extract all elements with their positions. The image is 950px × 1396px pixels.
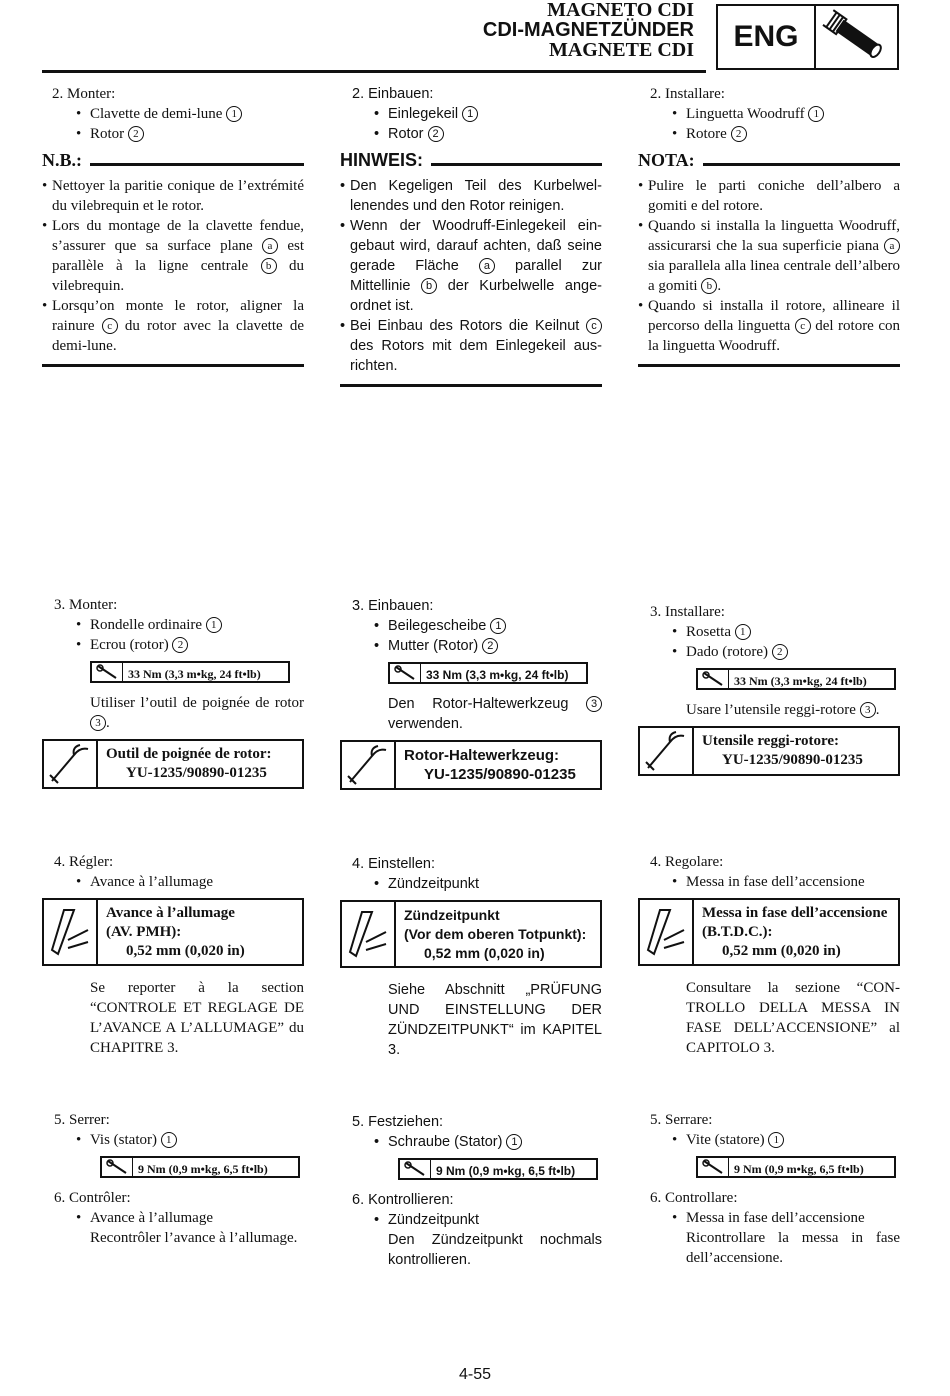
callout-3: 3	[586, 696, 602, 712]
fr-step2-block	[42, 84, 304, 367]
torque-value: 33 Nm (3,3 m•kg, 24 ft•lb)	[128, 667, 261, 681]
callout-c: c	[586, 318, 602, 334]
fr-note-3a: Lorsqu’on monte le rotor, aligner la rainure	[52, 298, 304, 334]
header-title-block	[483, 0, 694, 60]
fr-step2-item2-text: Rotor	[90, 126, 125, 142]
de-step3-item2	[340, 636, 602, 656]
note-end-rule	[638, 364, 900, 367]
tool-holder-icon	[44, 741, 98, 787]
de-note-3b: des Rotors mit dem Einlegekeil ausrichten.	[350, 338, 602, 374]
fr-step6-item1: • Avance à l’allumage	[42, 1208, 304, 1228]
de-step4-item1: • Zündzeitpunkt	[340, 874, 602, 894]
it-step2-item1	[638, 104, 900, 124]
it-step5-block	[638, 1110, 900, 1268]
it-step5: 5. Serrare:	[650, 1112, 713, 1128]
torque-spec-box	[90, 661, 290, 683]
de-step6: 6. Kontrollieren:	[352, 1192, 454, 1208]
torque-spec-box	[100, 1156, 300, 1178]
note-end-rule	[42, 364, 304, 367]
it-note-2b: sia parallela alla linea centrale dell’albero a gomiti	[648, 258, 900, 294]
lang-badge: ENG	[718, 6, 816, 68]
fr-note-3b: du rotor avec la clavette de demi-lune.	[52, 318, 305, 354]
it-step3-item2	[638, 642, 900, 662]
tool-holder-icon	[640, 728, 694, 774]
it-step5-item1-text: Vite (statore)	[686, 1132, 765, 1148]
callout-b: b	[421, 278, 437, 294]
tool-name: Rotor-Haltewerkzeug:	[404, 747, 560, 764]
fr-note-2c: du vilebrequin.	[52, 258, 304, 294]
de-step2-item2	[340, 124, 602, 144]
callout-2: 2	[172, 637, 188, 653]
de-step6-item1: • Zündzeitpunkt	[340, 1210, 602, 1230]
tool-part-number: YU-1235/90890-01235	[722, 752, 863, 768]
tool-part-number: YU-1235/90890-01235	[126, 765, 267, 781]
fr-note-2a: Lors du montage de la clavette fendue, s’assurer que sa surface plane	[52, 218, 304, 254]
tool-name: Utensile reggi-rotore:	[702, 733, 840, 749]
de-step2-block	[340, 84, 602, 387]
callout-1: 1	[808, 106, 824, 122]
tool-part-number: YU-1235/90890-01235	[424, 766, 576, 783]
de-step4-text: Siehe Abschnitt „PRÜFUNG UND EINSTELLUNG DER ZÜNDZEITPUNKT“ im KAPITEL 3.	[388, 982, 602, 1058]
it-step3-item1-text: Rosetta	[686, 624, 731, 640]
note-rule	[703, 163, 900, 166]
fr-step3: 3. Monter:	[54, 597, 118, 613]
callout-2: 2	[731, 126, 747, 142]
fr-step4-block	[42, 852, 304, 1058]
de-step5-item1	[340, 1132, 602, 1152]
spec-subtitle: (Vor dem oberen Totpunkt):	[404, 926, 587, 942]
fr-note-2b: est parallèle à la ligne centrale	[52, 238, 305, 274]
de-step3-block	[340, 596, 602, 790]
title-fr: MAGNETO CDI	[547, 0, 694, 21]
de-step3-text-b: verwenden.	[388, 716, 463, 732]
torque-value: 9 Nm (0,9 m•kg, 6,5 ft•lb)	[734, 1162, 864, 1176]
de-step5-block	[340, 1112, 602, 1270]
torque-spec-box	[398, 1158, 598, 1180]
torque-wrench-icon	[390, 664, 421, 682]
page-number: 4-55	[458, 1366, 492, 1383]
measure-caliper-icon	[640, 900, 694, 964]
it-note-head-text: NOTA:	[638, 150, 695, 170]
it-note-3a: Quando si installa il rotore, allineare il percorso della linguetta	[648, 298, 900, 334]
fr-step2: 2. Monter:	[52, 86, 116, 102]
callout-1: 1	[768, 1132, 784, 1148]
fr-step3-item1	[42, 615, 304, 635]
de-note-1: • Den Kegeligen Teil des Kurbelwellenendes und den Rotor reinigen.	[340, 176, 602, 216]
de-note-heading	[340, 150, 602, 170]
torque-value: 33 Nm (3,3 m•kg, 24 ft•lb)	[426, 668, 569, 682]
torque-value: 9 Nm (0,9 m•kg, 6,5 ft•lb)	[436, 1164, 576, 1178]
callout-b: b	[701, 278, 717, 294]
de-step5-item1-text: Schraube (Stator)	[388, 1134, 503, 1150]
fr-step4: 4. Régler:	[54, 854, 114, 870]
callout-3: 3	[860, 702, 876, 718]
it-step3-text: Usare l’utensile reggi-rotore 3 .	[686, 702, 880, 718]
fr-step3-text-a: Utiliser l’outil de poignée de rotor	[90, 695, 304, 711]
spec-title: Zündzeitpunkt	[404, 907, 500, 923]
de-step2: 2. Einbauen:	[352, 86, 434, 102]
callout-1: 1	[735, 624, 751, 640]
it-note-3	[638, 296, 900, 356]
it-step2-item2-text: Rotore	[686, 126, 727, 142]
de-note-head-text: HINWEIS:	[340, 150, 423, 170]
it-step2-item2	[638, 124, 900, 144]
measure-caliper-icon	[44, 900, 98, 964]
callout-2: 2	[428, 126, 444, 142]
spec-value: 0,52 mm (0,020 in)	[424, 945, 545, 961]
it-step5-item1	[638, 1130, 900, 1150]
de-note-2c: der Kurbelwelle angeordnet ist.	[350, 278, 603, 314]
de-step4: 4. Einstellen:	[352, 856, 436, 872]
spec-subtitle: (AV. PMH):	[106, 924, 182, 940]
tool-holder-icon	[342, 742, 396, 788]
it-note-3b: del rotore con la linguetta Woodruff.	[648, 318, 900, 354]
it-step3: 3. Installare:	[650, 604, 725, 620]
fr-step4-text: Se reporter à la section “CONTROLE ET REGLAGE DE L’AVANCE A L’ALLUMAGE” du CHAPITRE 3.	[90, 980, 304, 1056]
measure-caliper-icon	[342, 902, 396, 966]
de-note-2	[340, 216, 602, 316]
fr-step3-block	[42, 595, 304, 789]
fr-note-3	[42, 296, 304, 356]
fr-step2-item1	[42, 104, 304, 124]
de-step3-item1	[340, 616, 602, 636]
callout-c: c	[102, 318, 118, 334]
special-tool-box	[42, 739, 304, 789]
de-step3-item1-text: Beilegescheibe	[388, 618, 487, 634]
fr-step3-item2-text: Ecrou (rotor)	[90, 637, 169, 653]
de-step2-item2-text: Rotor	[388, 126, 424, 142]
callout-c: c	[795, 318, 811, 334]
it-note-heading	[638, 150, 900, 170]
de-step4-block	[340, 854, 602, 1060]
fr-step6-text: Recontrôler l’avance à l’allumage.	[90, 1230, 298, 1246]
callout-b: b	[261, 258, 277, 274]
fr-step3-item1-text: Rondelle ordinaire	[90, 617, 203, 633]
fr-step5-item1-text: Vis (stator)	[90, 1132, 158, 1148]
de-note-2b: parallel zur Mittellinie	[350, 258, 602, 294]
spec-box	[340, 900, 602, 968]
it-note-2a: Quando si installa la linguetta Woodruff, assicurarsi che la sua superficie piana	[648, 218, 900, 254]
fr-step2-item2	[42, 124, 304, 144]
fr-note-head-text: N.B.:	[42, 150, 82, 170]
fr-step3-text: Utiliser l’outil de poignée de rotor 3 .	[90, 695, 304, 731]
torque-spec-box	[696, 1156, 896, 1178]
torque-spec-box	[696, 668, 896, 690]
spec-value: 0,52 mm (0,020 in)	[126, 943, 245, 959]
callout-a: a	[479, 258, 495, 274]
de-step2-item1	[340, 104, 602, 124]
it-step3-block	[638, 602, 900, 776]
callout-1: 1	[462, 106, 478, 122]
it-note-2c: .	[717, 278, 722, 294]
note-end-rule	[340, 384, 602, 387]
callout-2: 2	[772, 644, 788, 660]
fr-step6: 6. Contrôler:	[54, 1190, 131, 1206]
fr-step3-item2	[42, 635, 304, 655]
torque-spec-box	[388, 662, 588, 684]
torque-wrench-icon	[102, 1158, 133, 1176]
fr-step5-item1	[42, 1130, 304, 1150]
it-step4: 4. Regolare:	[650, 854, 724, 870]
fr-step2-item1-text: Clavette de demi-lune	[90, 106, 223, 122]
torque-wrench-icon	[400, 1160, 431, 1178]
it-step6: 6. Controllare:	[650, 1190, 738, 1206]
section-badge	[716, 4, 899, 70]
spec-value: 0,52 mm (0,020 in)	[722, 943, 841, 959]
callout-1: 1	[506, 1134, 522, 1150]
special-tool-box	[638, 726, 900, 776]
it-note-1: • Pulire le parti coniche dell’albero a gomiti e del rotore.	[638, 176, 900, 216]
it-step2: 2. Installare:	[650, 86, 725, 102]
de-step5: 5. Festziehen:	[352, 1114, 444, 1130]
callout-a: a	[884, 238, 900, 254]
note-rule	[431, 163, 602, 166]
fr-note-heading	[42, 150, 304, 170]
torque-wrench-icon	[92, 663, 123, 681]
tool-name: Outil de poignée de rotor:	[106, 746, 272, 762]
callout-1: 1	[206, 617, 222, 633]
fr-step4-item1: • Avance à l’allumage	[42, 872, 304, 892]
de-step3-text	[340, 694, 602, 734]
callout-1: 1	[490, 618, 506, 634]
spec-box	[638, 898, 900, 966]
callout-1: 1	[226, 106, 242, 122]
special-tool-box	[340, 740, 602, 790]
it-step6-text: Ricontrollare la messa in fase dell’accensione.	[686, 1230, 900, 1266]
it-step3-item1	[638, 622, 900, 642]
de-step2-item1-text: Einlegekeil	[388, 106, 459, 122]
de-step3: 3. Einbauen:	[352, 598, 434, 614]
header-rule	[42, 70, 706, 73]
fr-step5: 5. Serrer:	[54, 1112, 110, 1128]
fr-step5-block	[42, 1110, 304, 1248]
it-step6-item1: • Messa in fase dell’accensione	[638, 1208, 900, 1228]
callout-2: 2	[128, 126, 144, 142]
it-step4-block	[638, 852, 900, 1058]
engine-bolt-icon	[816, 6, 897, 68]
callout-2: 2	[482, 638, 498, 654]
note-rule	[90, 163, 304, 166]
it-step3-item2-text: Dado (rotore)	[686, 644, 769, 660]
torque-wrench-icon	[698, 1158, 729, 1176]
callout-a: a	[262, 238, 278, 254]
torque-value: 9 Nm (0,9 m•kg, 6,5 ft•lb)	[138, 1162, 268, 1176]
de-note-3	[340, 316, 602, 376]
torque-value: 33 Nm (3,3 m•kg, 24 ft•lb)	[734, 674, 867, 688]
it-step4-text: Consultare la sezione “CONTROLLO DELLA MESSA IN FASE DELL’ACCENSIONE” al CAPITOLO 3.	[686, 980, 900, 1056]
callout-1: 1	[161, 1132, 177, 1148]
it-step2-block	[638, 84, 900, 367]
fr-note-1: • Nettoyer la paritie conique de l’extrémité du vilebrequin et le rotor.	[42, 176, 304, 216]
spec-box	[42, 898, 304, 966]
title-de: CDI-MAGNETZÜNDER	[482, 19, 694, 41]
title-it: MAGNETE CDI	[548, 39, 694, 61]
it-step2-item1-text: Linguetta Woodruff	[686, 106, 805, 122]
de-step3-text-a: Den Rotor-Haltewerkzeug	[388, 696, 569, 712]
fr-note-2	[42, 216, 304, 296]
de-step3-item2-text: Mutter (Rotor)	[388, 638, 479, 654]
de-step6-text: Den Zündzeitpunkt nochmals kontrollieren.	[388, 1232, 602, 1268]
it-step4-item1: • Messa in fase dell’accensione	[638, 872, 900, 892]
de-note-2a: Wenn der Woodruff-Einlegekeil eingebaut wird, darauf achten, daß seine gerade Fläche	[350, 218, 602, 274]
torque-wrench-icon	[698, 670, 729, 688]
spec-title: Messa in fase dell’accensione (B.T.D.C.):	[702, 905, 888, 940]
it-note-2	[638, 216, 900, 296]
it-step3-text-a: Usare l’utensile reggi-rotore	[686, 702, 856, 718]
de-note-3a: Bei Einbau des Rotors die Keilnut	[350, 318, 580, 334]
callout-3: 3	[90, 715, 106, 731]
spec-title: Avance à l’allumage	[106, 905, 235, 921]
